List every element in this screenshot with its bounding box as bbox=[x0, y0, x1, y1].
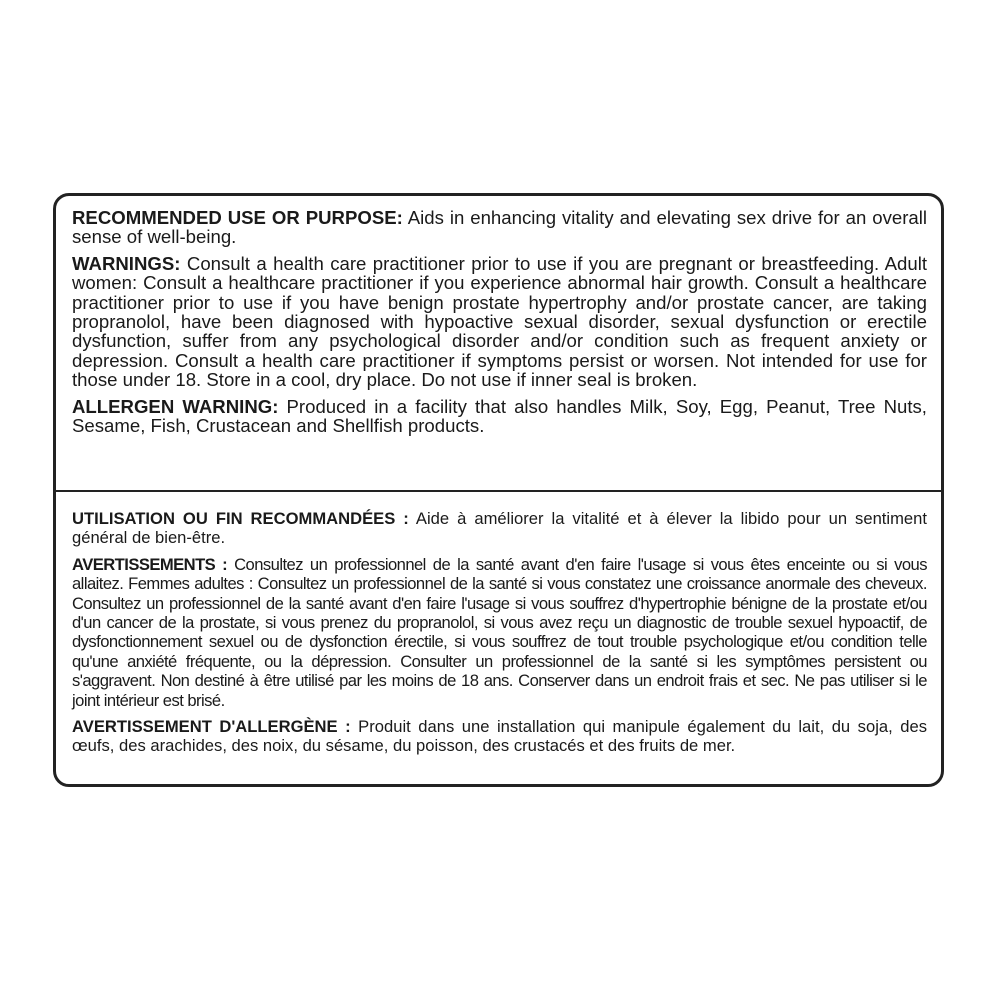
avertissements-paragraph bbox=[72, 555, 927, 710]
warnings-paragraph bbox=[72, 254, 927, 390]
section-divider bbox=[56, 490, 941, 492]
avertissement-allergene-text: Produit dans une installation qui manipule également du lait, du soja, des œufs, des arachides, des noix, du sésame, du poisson, des crustacés et des fruits de mer. bbox=[72, 717, 927, 756]
avertissement-allergene-heading: AVERTISSEMENT D'ALLERGÈNE : bbox=[72, 717, 351, 737]
warnings-text: Consult a health care practitioner prior to use if you are pregnant or breastfeeding. Adult women: Consult a healthcare practitioner if you experience abnormal hair growth. Consult a healthcare practitioner prior to use if you have benign prostate hypertrophy and/or prostate cancer, are taking propranolol, have been diagnosed with hypoactive sexual disorder, sexual dysfunction or erectile dysfunction, suffer from any psychological disorder and/or condition such as frequent anxiety or depression. Consult a health care practitioner if symptoms persist or worsen. Not intended for use for those under 18. Store in a cool, dry place. Do not use if inner seal is broken. bbox=[72, 252, 927, 391]
allergen-warning-paragraph bbox=[72, 397, 927, 436]
product-label-panel bbox=[53, 193, 944, 787]
recommended-use-paragraph bbox=[72, 208, 927, 247]
recommended-use-text: Aids in enhancing vitality and elevating sex drive for an overall sense of well-being. bbox=[72, 207, 927, 248]
avertissements-text: Consultez un professionnel de la santé avant d'en faire l'usage si vous êtes enceinte ou si vous allaitez. Femmes adultes : Consultez un professionnel de la santé si vous constatez une croissance anormale des cheveux. Consultez un professionnel de la santé avant d'en faire l'usage si vous souffrez d'hypertrophie bénigne de la prostate et/ou d'un cancer de la prostate, si vous prenez du propranolol, si vous avez reçu un diagnostic de trouble sexuel hypoactif, de dysfonctionnement sexuel ou de dysfonction érectile, si vous souffrez de tout trouble psychologique et/ou condition telle qu'une anxiété fréquente, ou la dépression. Consulter un professionnel de la santé si les symptômes persistent ou s'aggravent. Non destiné à être utilisé par les moins de 18 ans. Conserver dans un endroit frais et sec. Ne pas utiliser si le joint intérieur est brisé. bbox=[72, 554, 927, 710]
utilisation-text: Aide à améliorer la vitalité et à élever la libido pour un sentiment général de bien-être. bbox=[72, 509, 927, 548]
recommended-use-heading: RECOMMENDED USE OR PURPOSE: bbox=[72, 207, 403, 228]
utilisation-paragraph bbox=[72, 509, 927, 548]
avertissement-allergene-paragraph bbox=[72, 717, 927, 756]
allergen-warning-heading: ALLERGEN WARNING: bbox=[72, 395, 279, 417]
english-section bbox=[56, 208, 941, 442]
utilisation-heading: UTILISATION OU FIN RECOMMANDÉES : bbox=[72, 509, 409, 528]
warnings-heading: WARNINGS: bbox=[72, 252, 181, 274]
avertissements-heading: AVERTISSEMENTS : bbox=[72, 554, 228, 574]
allergen-warning-text: Produced in a facility that also handles Milk, Soy, Egg, Peanut, Tree Nuts, Sesame, Fish, Crustacean and Shellfish products. bbox=[72, 395, 927, 437]
french-section bbox=[56, 509, 941, 763]
